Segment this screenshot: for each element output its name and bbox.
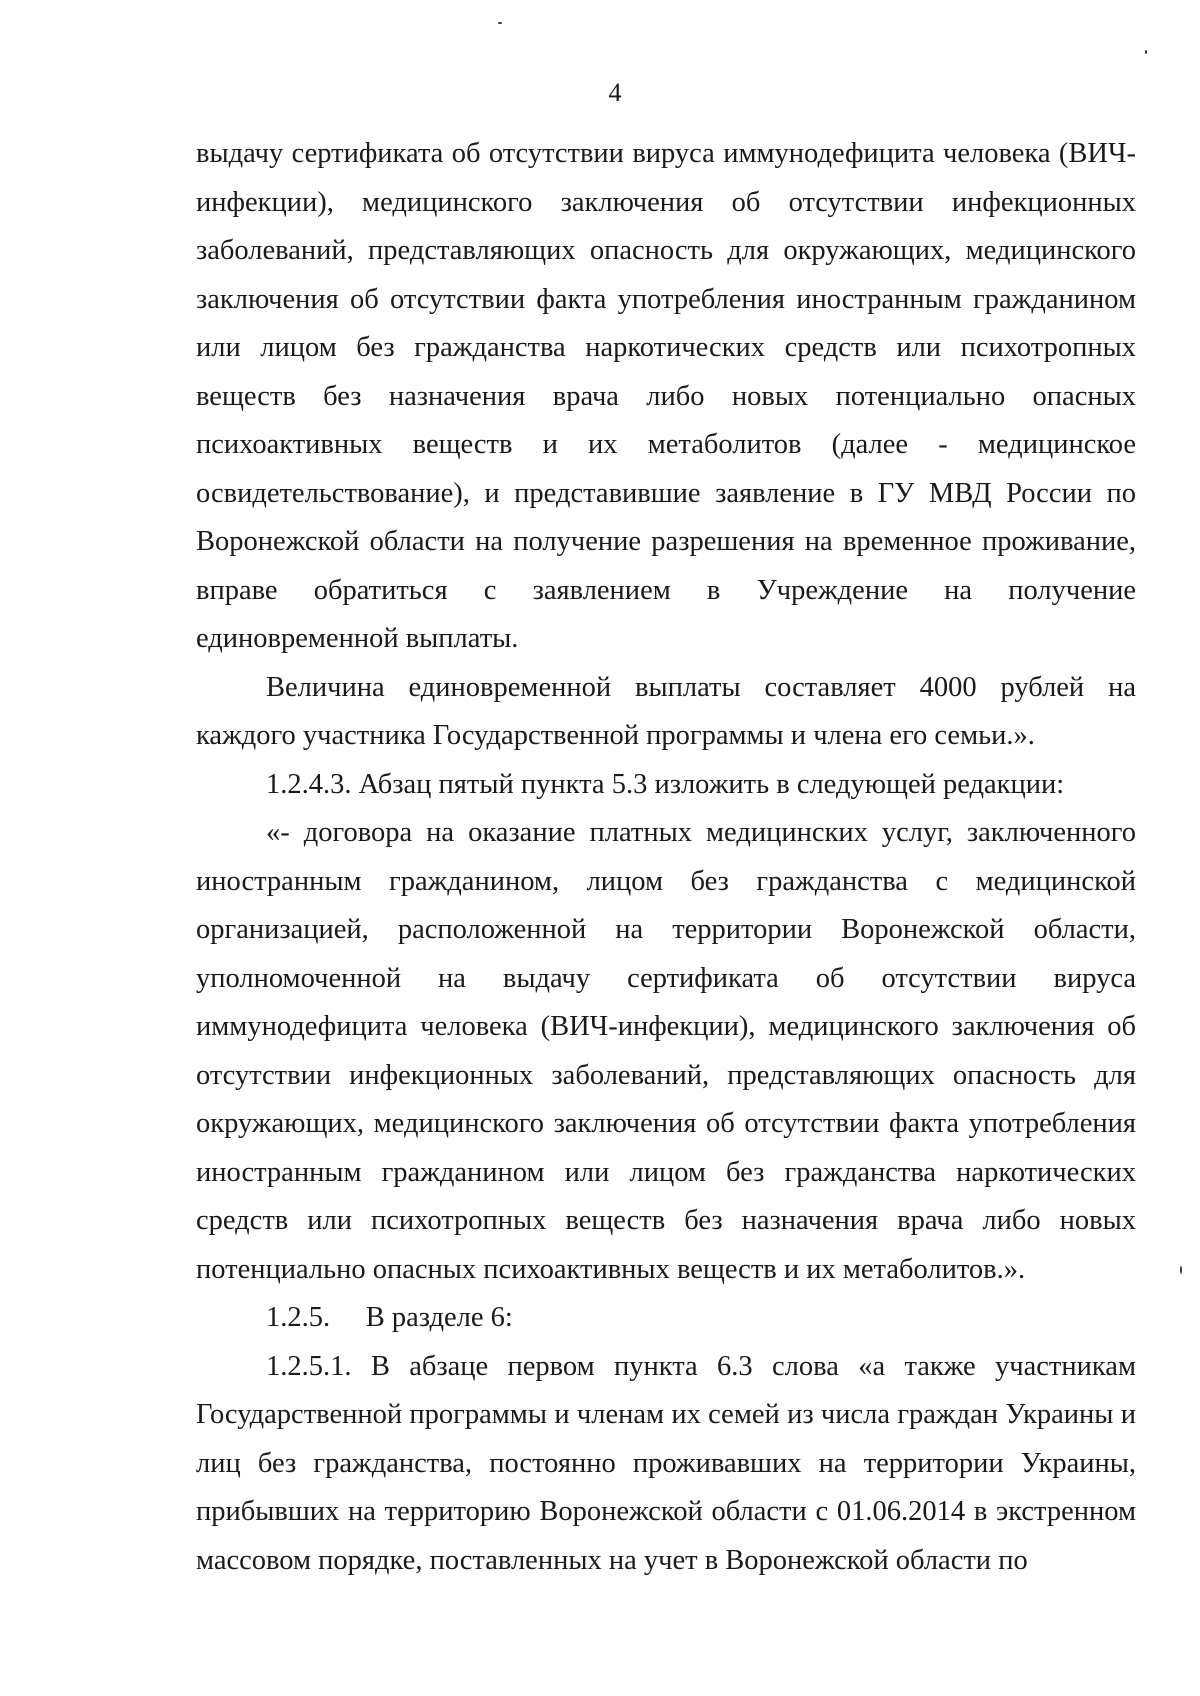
paragraph-item-1-2-5-1: 1.2.5.1. В абзаце первом пункта 6.3 слова «а также участникам Государственной программы и членам их семей из числа граждан Украины и лиц без гражданства, постоянно проживавших на территории Украины, прибывших на территорию Воронежской области с 01.06.2014 в экстренном массовом порядке, поставленных на учет в Воронежской области по bbox=[196, 1350, 1136, 1576]
paragraph-contract-clause: «- договора на оказание платных медицинских услуг, заключенного иностранным гражданином, лицом без гражданства с медицинской организацией, расположенной на территории Воронежской области, уполномоченной на выдачу сертификата об отсутствии вируса иммунодефицита человека (ВИЧ-инфекции), медицинского заключения об отсутствии инфекционных заболеваний, представляющих опасность для окружающих, медицинского заключения об отсутствии факта употребления иностранным гражданином или лицом без гражданства наркотических средств или психотропных веществ без назначения врача либо новых потенциально опасных психоактивных веществ и их метаболитов.». bbox=[196, 817, 1136, 1285]
scan-speck bbox=[1180, 1266, 1182, 1274]
scan-speck bbox=[498, 22, 502, 24]
document-body bbox=[196, 130, 1136, 1585]
paragraph-item-1-2-4-3: 1.2.4.3. Абзац пятый пункта 5.3 изложить в следующей редакции: bbox=[266, 768, 1065, 800]
paragraph-payment-amount: Величина единовременной выплаты составляет 4000 рублей на каждого участника Государственной программы и члена его семьи.». bbox=[196, 671, 1136, 751]
paragraph-item-1-2-5: 1.2.5. В разделе 6: bbox=[266, 1302, 513, 1333]
paragraph-certificate-conditions: выдачу сертификата об отсутствии вируса иммунодефицита человека (ВИЧ-инфекции), медицинского заключения об отсутствии инфекционных заболеваний, представляющих опасность для окружающих, медицинского заключения об отсутствии факта употребления иностранным гражданином или лицом без гражданства наркотических средств или психотропных веществ без назначения врача либо новых потенциально опасных психоактивных веществ и их метаболитов (далее - медицинское освидетельствование), и представившие заявление в ГУ МВД России по Воронежской области на получение разрешения на временное проживание, вправе обратиться с заявлением в Учреждение на получение единовременной выплаты. bbox=[196, 138, 1136, 654]
scan-speck bbox=[1145, 50, 1147, 54]
page-number: 4 bbox=[608, 78, 622, 107]
